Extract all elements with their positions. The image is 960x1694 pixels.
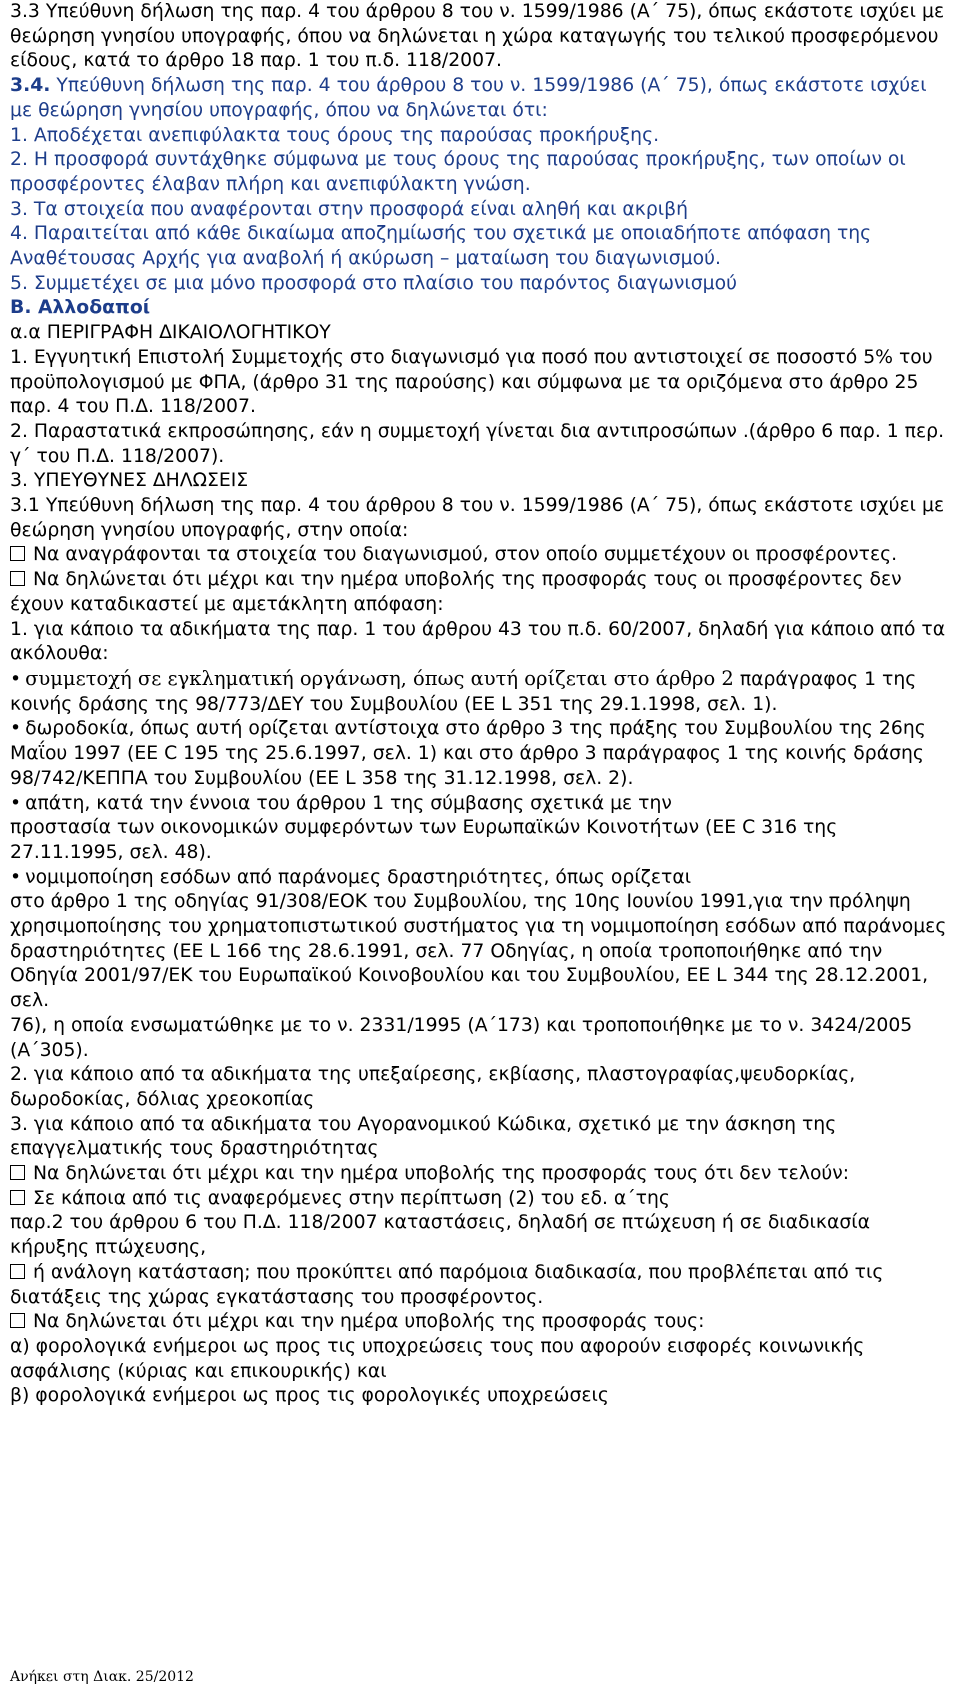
bullet-item-criminal-organisation [10,667,950,717]
checkbox-item-bankruptcy-continued: παρ.2 του άρθρου 6 του Π.Δ. 118/2007 καταστάσεις, δηλαδή σε πτώχευση ή σε διαδικασία κήρυξης πτώχευσης, [10,1212,870,1259]
list-item-embezzlement: 2. για κάποιο από τα αδικήματα της υπεξαίρεσης, εκβίασης, πλαστογραφίας,ψευδορκίας, δωροδοκίας, δόλιας χρεοκοπίας [10,1064,856,1110]
bullet-text: νομιμοποίηση εσόδων από παράνομες δραστηριότητες, όπως ορίζεται [25,866,692,888]
empty-square-icon [10,1313,25,1328]
checkbox-item-text: Να δηλώνεται ότι μέχρι και την ημέρα υποβολής της προσφοράς τους οι προσφέροντες δεν έχουν καταδικαστεί με αμετάκλητη απόφαση: [10,569,902,615]
paragraph-3-4 [10,74,950,123]
bullet-item-money-laundering-continued: στο άρθρο 1 της οδηγίας 91/308/ΕΟΚ του Συμβουλίου, της 10ης Ιουνίου 1991,για την πρόληψη χρησιμοποίησης του χρηματοπιστωτικού συστήματος για τη νομιμοποίηση εσόδων από παράνομες δραστηριότητες (ΕΕ L 166 της 28.6.1991, σελ. 77 Οδηγίας, η οποία τροποποιήθηκε από την Οδηγία 2001/97/ΕΚ του Ευρωπαϊκού Κοινοβουλίου και του Συμβουλίου, ΕΕ L 344 της 28.12.2001, σελ. [10,891,947,1012]
bullet-text-rest: παράγραφος 1 της κοινής δράσης της 98/773/ΔΕΥ του Συμβουλίου (ΕΕ L 351 της 29.1.1998, σελ. 1). [10,668,917,715]
item-representation-docs: 2. Παραστατικά εκπροσώπησης, εάν η συμμετοχή γίνεται δια αντιπροσώπων .(άρθρο 6 παρ. 1 περ. γ΄ του Π.Δ. 118/2007). [10,420,945,467]
empty-square-icon [10,1165,25,1180]
item-waive-compensation: 4. Παραιτείται από κάθε δικαίωμα αποζημίωσής του σχετικά με οποιαδήποτε απόφαση της Αναθέτουσας Αρχής για αναβολή ή ακύρωση – ματαίωση του διαγωνισμού. [10,223,872,270]
checkbox-item-bankruptcy [10,1187,950,1212]
empty-square-icon [10,1264,25,1279]
checkbox-item-not-convicted [10,568,950,617]
checkbox-item-not-in-state [10,1162,950,1187]
list-item-social-security: α) φορολογικά ενήμεροι ως προς τις υποχρεώσεις τους που αφορούν εισφορές κοινωνικής ασφάλισης (κύριας και επικουρικής) και [10,1335,865,1382]
item-data-true: 3. Τα στοιχεία που αναφέρονται στην προσφορά είναι αληθή και ακριβή [10,198,689,220]
bullet-item-bribery [10,717,950,791]
bullet-text: απάτη, κατά την έννοια του άρθρου 1 της σύμβασης σχετικά με την [25,792,672,814]
empty-square-icon [10,546,25,561]
bullet-text: δωροδοκία, όπως αυτή ορίζεται αντίστοιχα στο άρθρο 3 της πράξης του Συμβουλίου της 26ης Μαΐου 1997 (ΕΕ C 195 της 25.6.1997, σελ. 1) και στο άρθρο 3 παράγραφος 1 της κοινής δράσης 98/742/ΚΕΠΠΑ του Συμβουλίου (ΕΕ L 358 της 31.12.1998, σελ. 2). [10,718,926,789]
section-foreigners-heading: Β. Αλλοδαποί [10,297,151,319]
list-item-tax: β) φορολογικά ενήμεροι ως προς τις φορολογικές υποχρεώσεις [10,1385,609,1407]
item-declaration-3-1: 3.1 Υπεύθυνη δήλωση της παρ. 4 του άρθρου 8 του ν. 1599/1986 (Α΄ 75), όπως εκάστοτε ισχύει με θεώρηση γνησίου υπογραφής, στην οποία: [10,495,945,541]
paragraph-3-4-number: 3.4. [10,75,51,97]
checkbox-item-text: ή ανάλογη κατάσταση; που προκύπτει από παρόμοια διαδικασία, που προβλέπεται από τις διατάξεις της χώρας εγκατάστασης του προσφέροντος. [10,1261,884,1308]
bullet-icon: • [10,668,22,690]
checkbox-item-text: Να δηλώνεται ότι μέχρι και την ημέρα υποβολής της προσφοράς τους ότι δεν τελούν: [33,1163,850,1185]
checkbox-item-similar-state [10,1261,950,1310]
item-offer-compliant: 2. Η προσφορά συντάχθηκε σύμφωνα με τους όρους της παρούσας προκήρυξης, των οποίων οι προσφέροντες έλαβαν πλήρη και ανεπιφύλακτη γνώση. [10,149,906,195]
bullet-item-fraud-continued: προστασία των οικονομικών συμφερόντων των Ευρωπαϊκών Κοινοτήτων (ΕΕ C 316 της 27.11.1995, σελ. 48). [10,817,838,863]
bullet-icon: • [10,718,22,740]
checkbox-item-text: Να δηλώνεται ότι μέχρι και την ημέρα υποβολής της προσφοράς τους: [33,1311,705,1333]
checkbox-item-up-to-date [10,1310,950,1335]
page-footer: Ανήκει στη Διακ. 25/2012 [10,1669,194,1685]
empty-square-icon [10,571,25,586]
paragraph-3-3: 3.3 Υπεύθυνη δήλωση της παρ. 4 του άρθρου 8 του ν. 1599/1986 (Α΄ 75), όπως εκάστοτε ισχύει με θεώρηση γνησίου υπογραφής, όπου να δηλώνεται η χώρα καταγωγής του τελικού προσφερόμενου είδους, κατά το άρθρο 18 παρ. 1 του π.δ. 118/2007. [10,1,945,72]
item-guarantee-letter: 1. Εγγυητική Επιστολή Συμμετοχής στο διαγωνισμό για ποσό που αντιστοιχεί σε ποσοστό 5% του προϋπολογισμού με ΦΠΑ, (άρθρο 31 της παρούσης) και σύμφωνα με τα οριζόμενα στο άρθρο 25 παρ. 4 του Π.Δ. 118/2007. [10,346,933,418]
bullet-item-money-laundering [10,866,950,891]
bullet-text-serif: συμμετοχή σε εγκληματική οργάνωση, όπως αυτή ορίζεται στο άρθρο 2 [25,666,734,690]
checkbox-item-text: Σε κάποια από τις αναφερόμενες στην περίπτωση (2) του εδ. α΄της [33,1187,670,1209]
list-item-market-code: 3. για κάποιο από τα αδικήματα του Αγορανομικού Κώδικα, σχετικό με την άσκηση της επαγγελματικής τους δραστηριότητας [10,1113,837,1160]
bullet-item-fraud [10,792,950,817]
empty-square-icon [10,1190,25,1205]
table-heading: α.α ΠΕΡΙΓΡΑΦΗ ΔΙΚΑΙΟΛΟΓΗΤΙΚΟΥ [10,322,331,344]
paragraph-3-4-text: Υπεύθυνη δήλωση της παρ. 4 του άρθρου 8 του ν. 1599/1986 (Α΄ 75), όπως εκάστοτε ισχύει με θεώρηση γνησίου υπογραφής, όπου να δηλώνεται ότι: [10,75,927,121]
checkbox-item-competition-details [10,543,950,568]
bullet-icon: • [10,866,22,888]
item-accept-terms: 1. Αποδέχεται ανεπιφύλακτα τους όρους της παρούσας προκήρυξης. [10,124,660,146]
checkbox-item-text: Να αναγράφονται τα στοιχεία του διαγωνισμού, στον οποίο συμμετέχουν οι προσφέροντες. [33,544,898,566]
bullet-icon: • [10,792,22,814]
item-declarations-heading: 3. ΥΠΕΥΘΥΝΕΣ ΔΗΛΩΣΕΙΣ [10,470,249,492]
item-single-offer: 5. Συμμετέχει σε μια μόνο προσφορά στο πλαίσιο του παρόντος διαγωνισμού [10,272,737,294]
bullet-item-money-laundering-law: 76), η οποία ενσωματώθηκε με το ν. 2331/1995 (Α΄173) και τροποποιήθηκε με το ν. 3424/2005 (Α΄305). [10,1014,913,1061]
list-item-offences: 1. για κάποιο τα αδικήματα της παρ. 1 του άρθρου 43 του π.δ. 60/2007, δηλαδή για κάποιο από τα ακόλουθα: [10,618,946,665]
